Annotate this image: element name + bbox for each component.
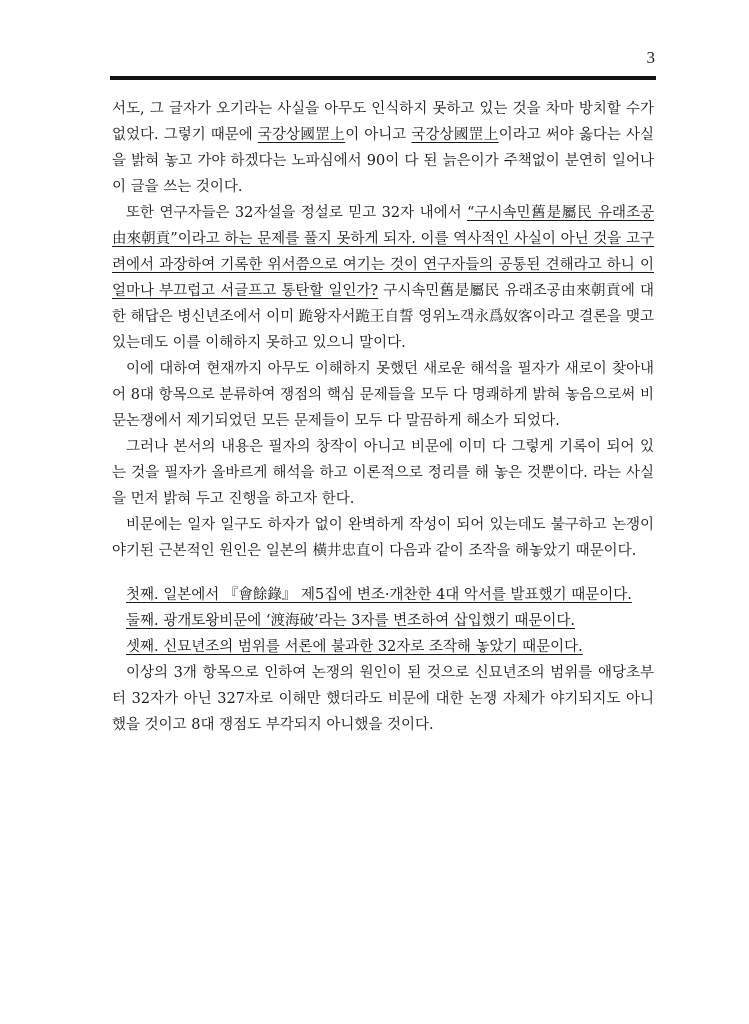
paragraph-1-text-c: 이라고 써야 옳다는 사실을 밝혀 놓고 가야 하겠다는 노파심에서 90이 다 된 늙은이가 주책없이 분연히 일어나 이 글을 쓰는 것이다. [112,127,654,195]
list-item-2: 둘째. 광개토왕비문에 ‘渡海破’라는 3자를 변조하여 삽입했기 때문이다. [126,613,575,629]
paragraph-2 [112,200,654,356]
cause-list [112,582,654,660]
paragraph-1-text-b: 이 아니고 [345,127,412,143]
underlined-passage: “구시속민舊是屬民 유래조공由來朝貢”이라고 하는 문제를 풀지 못하게 되자. 이를 역사적인 사실이 아닌 것을 고구려에서 과장하여 기록한 위서쯤으로 여기는 것이 연구자들의 공통된 견해라고 하니 이 얼마나 부끄럽고 서글프고 통탄할 일인가? [112,205,655,299]
paragraph-2-text-a: 또한 연구자들은 32자설을 정설로 믿고 32자 내에서 [126,205,468,221]
paragraph-1-text-a: 서도, 그 글자가 오기라는 사실을 아무도 인식하지 못하고 있는 것을 차마 방치할 수가 없었다. 그렇기 때문에 [112,101,654,143]
body-text [112,96,654,738]
paragraph-6: 이상의 3개 항목으로 인하여 논쟁의 원인이 된 것으로 신묘년조의 범위를 애당초부터 32자가 아닌 327자로 이해만 했더라도 비문에 대한 논쟁 자체가 야기되지도 아니했을 것이고 8대 쟁점도 부각되지 아니했을 것이다. [112,665,654,733]
header-rule [110,76,656,80]
paragraph-5: 비문에는 일자 일구도 하자가 없이 완벽하게 작성이 되어 있는데도 불구하고 논쟁이 야기된 근본적인 원인은 일본의 橫井忠直이 다음과 같이 조작을 해놓았기 때문이다. [112,517,654,559]
paragraph-1 [112,96,654,200]
paragraph-3: 이에 대하여 현재까지 아무도 이해하지 못했던 새로운 해석을 필자가 새로이 찾아내어 8대 항목으로 분류하여 쟁점의 핵심 문제들을 모두 다 명쾌하게 밝혀 놓음으로써 비문논쟁에서 제기되었던 모든 문제들이 모두 다 말끔하게 해소가 되었다. [112,361,654,429]
underlined-term: 국강상國罡上 [411,127,499,143]
underlined-term: 국강상國罡上 [257,127,346,143]
list-item-3: 셋째. 신묘년조의 범위를 서론에 불과한 32자로 조작해 놓았기 때문이다. [126,639,583,655]
page-number: 3 [646,48,655,67]
paragraph-4: 그러나 본서의 내용은 필자의 창작이 아니고 비문에 이미 다 그렇게 기록이 되어 있는 것을 필자가 올바르게 해석을 하고 이론적으로 정리를 해 놓은 것뿐이다. 라는 사실을 먼저 밝혀 두고 진행을 하고자 한다. [112,439,654,507]
paragraph-2-text-b: 구시속민舊是屬民 유래조공由來朝貢에 대한 해답은 병신년조에서 이미 跪왕자서跪王自誓 영위노객永爲奴客이라고 결론을 맺고 있는데도 이를 이해하지 못하고 있으니 말이다. [112,283,654,351]
list-item-1: 첫째. 일본에서 『會餘錄』 제5집에 변조·개찬한 4대 악서를 발표했기 때문이다. [126,587,632,603]
